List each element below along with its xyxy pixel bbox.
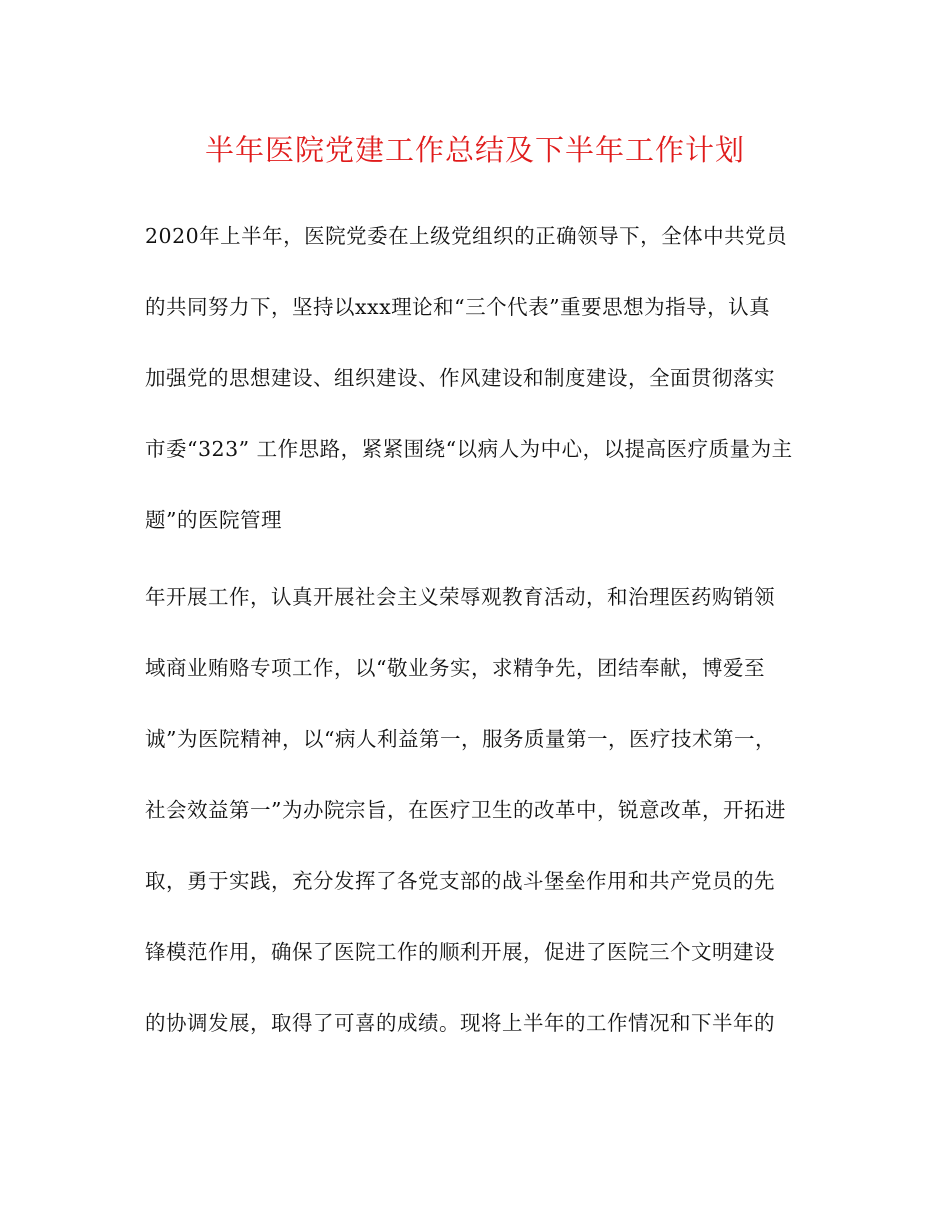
body-line: 的共同努力下，坚持以xxx理论和“三个代表”重要思想为指导，认真: [145, 295, 771, 319]
document-title: 半年医院党建工作总结及下半年工作计划: [204, 133, 745, 167]
body-line: 域商业贿赂专项工作，以“敬业务实，求精争先，团结奉献，博爱至: [145, 656, 765, 680]
body-line: 锋模范作用，确保了医院工作的顺利开展，促进了医院三个文明建设: [145, 940, 775, 964]
body-line: 2020年上半年，医院党委在上级党组织的正确领导下，全体中共党员: [145, 224, 788, 248]
body-line: 诚”为医院精神，以“病人利益第一，服务质量第一，医疗技术第一，: [145, 727, 776, 751]
body-line: 社会效益第一”为办院宗旨，在医疗卫生的改革中，锐意改革，开拓进: [145, 798, 786, 822]
body-line: 取，勇于实践，充分发挥了各党支部的战斗堡垒作用和共产党员的先: [145, 869, 775, 893]
body-line: 年开展工作，认真开展社会主义荣辱观教育活动，和治理医药购销领: [145, 585, 775, 609]
body-line: 题”的医院管理: [145, 508, 282, 532]
body-line: 市委“323” 工作思路，紧紧围绕“以病人为中心，以提高医疗质量为主: [145, 437, 793, 461]
body-line: 的协调发展，取得了可喜的成绩。现将上半年的工作情况和下半年的: [145, 1011, 775, 1035]
body-line: 加强党的思想建设、组织建设、作风建设和制度建设，全面贯彻落实: [145, 366, 775, 390]
